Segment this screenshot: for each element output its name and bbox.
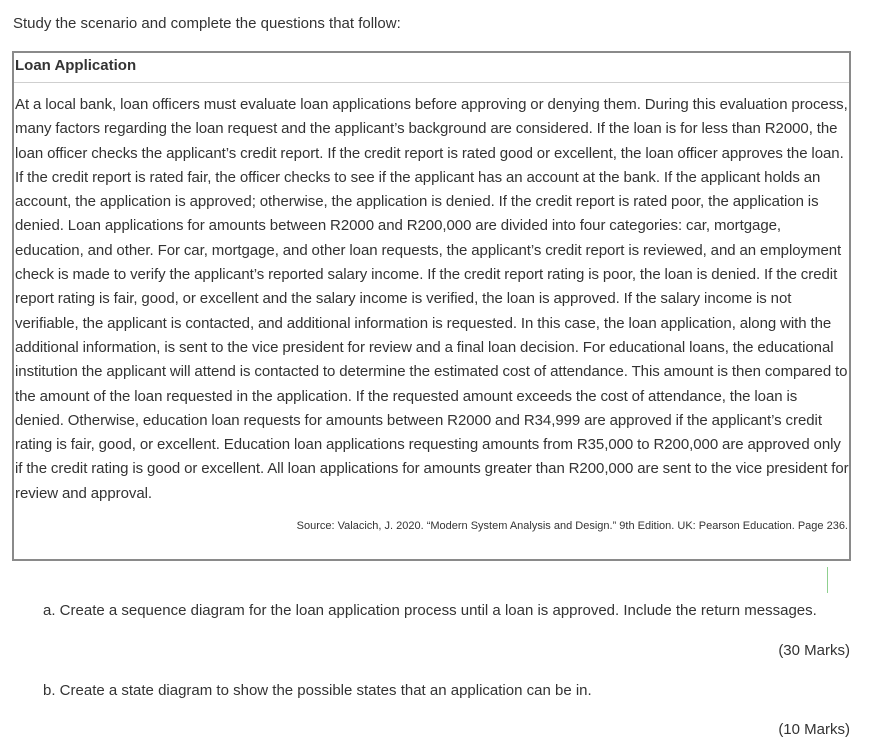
title-divider (14, 82, 849, 83)
instructions-text: Study the scenario and complete the questions that follow: (13, 15, 401, 32)
scenario-body: At a local bank, loan officers must evaluate loan applications before approving or denying them. During this evaluation process, many factors regarding the loan request and the applicant’s background are considered. If the loan is for less than R2000, the loan officer checks the applicant’s credit report. If the credit report is rated good or excellent, the loan officer approves the loan. If the credit report is rated fair, the officer checks to see if the applicant has an account at the bank. If the applicant holds an account, the application is approved; otherwise, the application is denied. If the credit report is rated poor, the application is denied. Loan applications for amounts between R2000 and R200,000 are divided into four categories: car, mortgage, education, and other. For car, mortgage, and other loan requests, the applicant’s credit report is reviewed, and an employment check is made to verify the applicant’s reported salary income. If the credit report rating is poor, the loan is denied. If the credit report rating is fair, good, or excellent and the salary income is verified, the loan is approved. If the salary income is not verifiable, the applicant is contacted, and additional information is requested. In this case, the loan application, along with the additional information, is sent to the vice president for review and a final loan decision. For educational loans, the educational institution the applicant will attend is contacted to determine the estimated cost of attendance. This amount is then compared to the amount of the loan requested in the application. If the requested amount exceeds the cost of attendance, the loan is denied. Otherwise, education loan requests for amounts between R2000 and R34,999 are approved if the applicant’s credit rating is fair, good, or excellent. Education loan applications requesting amounts from R35,000 to R200,000 are approved only if the credit rating is good or excellent. All loan applications for amounts greater than R200,000 are sent to the vice president for review and approval. (15, 96, 849, 502)
question-b: b. Create a state diagram to show the possible states that an application can be in. (43, 682, 592, 699)
question-a: a. Create a sequence diagram for the loan application process until a loan is approved. Include the return messages. (43, 602, 817, 619)
question-a-marks: (30 Marks) (778, 642, 850, 659)
question-b-marks: (10 Marks) (778, 721, 850, 738)
scenario-box (12, 51, 851, 561)
scenario-title: Loan Application (15, 57, 137, 74)
scenario-source: Source: Valacich, J. 2020. “Modern System Analysis and Design.” 9th Edition. UK: Pearson Education. Page 236. (296, 520, 848, 532)
text-cursor (827, 567, 828, 593)
